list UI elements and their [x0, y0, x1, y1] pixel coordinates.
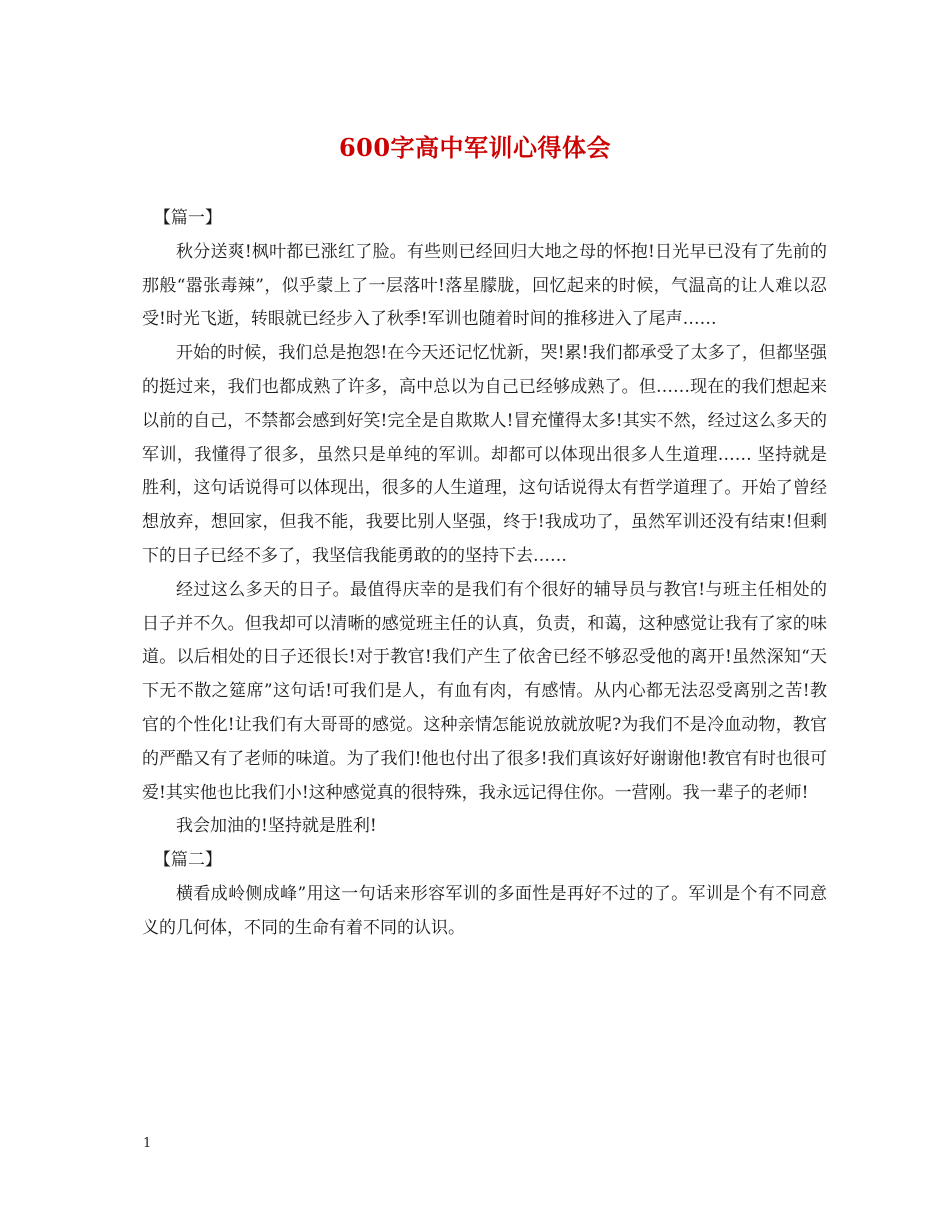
document-title: 600字高中军训心得体会: [338, 133, 612, 162]
paragraph: 横看成岭侧成峰”用这一句话来形容军训的多面性是再好不过的了。军训是个有不同意义的几何体，不同的生命有着不同的认识。: [142, 883, 827, 938]
paragraph: 开始的时候，我们总是抱怨!在今天还记忆忧新，哭!累!我们都承受了太多了，但都坚强的挺过来，我们也都成熟了许多，高中总以为自己已经够成熟了。但……现在的我们想起来以前的自己，不禁都会感到好笑!完全是自欺欺人!冒充懂得太多!其实不然，经过这么多天的军训，我懂得了很多，虽然只是单纯的军训。却都可以体现出很多人生道理…… 坚持就是胜利，这句话说得可以体现出，很多的人生道理，这句话说得太有哲学道理了。开始了曾经想放弃，想回家，但我不能，我要比别人坚强，终于!我成功了，虽然军训还没有结束!但剩下的日子已经不多了，我坚信我能勇敢的的坚持下去……: [142, 343, 827, 566]
document-body: [142, 202, 827, 946]
section-label-2: 【篇二】: [153, 850, 222, 871]
page-number: 1: [143, 1136, 152, 1151]
paragraph: 经过这么多天的日子。最值得庆幸的是我们有个很好的辅导员与教官!与班主任相处的日子并不久。但我却可以清晰的感觉班主任的认真，负责，和蔼，这种感觉让我有了家的味道。以后相处的日子还很长!对于教官!我们产生了依舍已经不够忍受他的离开!虽然深知“天下无不散之筵席”这句话!可我们是人，有血有肉，有感情。从内心都无法忍受离别之苦!教官的个性化!让我们有大哥哥的感觉。这种亲情怎能说放就放呢?为我们不是冷血动物，教官的严酷又有了老师的味道。为了我们!他也付出了很多!我们真该好好谢谢他!教官有时也很可爱!其实他也比我们小!这种感觉真的很特殊，我永远记得住你。一营刚。我一辈子的老师!: [142, 579, 827, 803]
paragraph: 我会加油的!坚持就是胜利!: [176, 816, 377, 837]
paragraph: 秋分送爽!枫叶都已涨红了脸。有些则已经回归大地之母的怀抱!日光早已没有了先前的那般“嚣张毒辣”，似乎蒙上了一层落叶!落星朦胧，回忆起来的时候，气温高的让人难以忍受!时光飞逝，转眼就已经步入了秋季!军训也随着时间的推移进入了尾声……: [142, 241, 827, 330]
section-label-1: 【篇一】: [153, 208, 222, 228]
